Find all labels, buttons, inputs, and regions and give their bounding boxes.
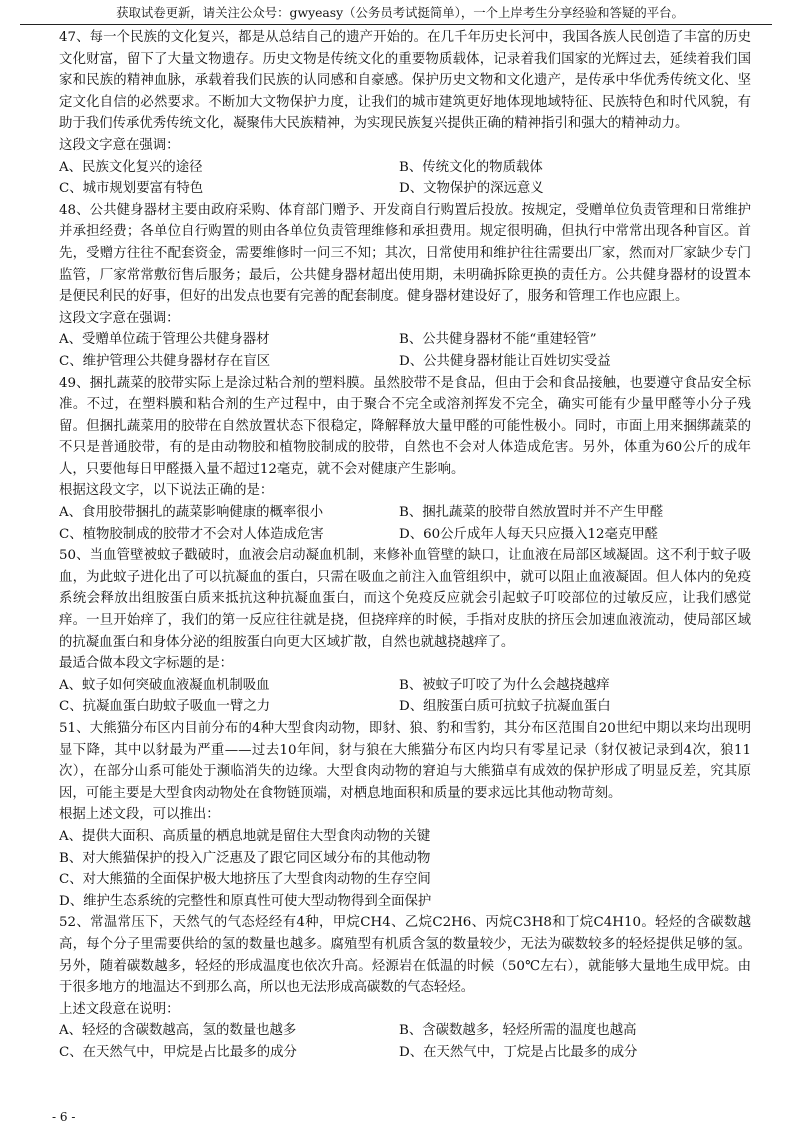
option-list <box>59 675 751 718</box>
question-stem: 50、当血管壁被蚊子戳破时，血液会启动凝血机制，来修补血管壁的缺口，让血液在局部区域凝固。这不利于蚊子吸血，为此蚊子进化出了可以抗凝血的蛋白，只需在吸血之前注入血管组织中，就可以阻止血液凝固。但人体内的免疫系统会释放出组胺蛋白质来抵抗这种抗凝血蛋白，而这个免疫反应就会引起蚊子叮咬部位的过敏反应，让我们感觉痒。一旦开始痒了，我们的第一反应往往就是挠，但挠痒痒的时候，手指对皮肤的挤压会加速血液流动，使局部区域的抗凝血蛋白和身体分泌的组胺蛋白向更大区域扩散，自然也就越挠越痒了。 <box>59 548 751 650</box>
option-list <box>59 502 751 545</box>
option-list <box>59 826 751 912</box>
question-52 <box>59 912 751 1063</box>
option-c[interactable]: C、植物胶制成的胶带才不会对人体造成危害 <box>59 526 324 542</box>
option-b[interactable]: B、捆扎蔬菜的胶带自然放置时并不产生甲醛 <box>399 505 664 521</box>
option-a[interactable]: A、蚊子如何突破血液凝血机制吸血 <box>59 677 270 693</box>
option-a[interactable]: A、民族文化复兴的途径 <box>59 159 203 175</box>
option-c[interactable]: C、对大熊猫的全面保护极大地挤压了大型食肉动物的生存空间 <box>59 872 431 888</box>
option-b[interactable]: B、被蚊子叮咬了为什么会越挠越痒 <box>399 677 610 693</box>
question-stem: 51、大熊猫分布区内目前分布的4种大型食肉动物，即豺、狼、豹和雪豹，其分布区范围自20世纪中期以来均出现明显下降，其中以豺最为严重——过去10年间，豺与狼在大熊猫分布区内均只有零星记录（豺仅被记录到4次，狼11次），在部分山系可能处于濒临消失的边缘。大型食肉动物的窘迫与大熊猫卓有成效的保护形成了明显反差，究其原因，可能主要是大型食肉动物处在食物链顶端，对栖息地面积和质量的要求远比其他动物苛刻。 <box>59 721 751 801</box>
question-49 <box>59 373 751 546</box>
page-number: - 6 - <box>52 1110 76 1124</box>
option-c[interactable]: C、维护管理公共健身器材存在盲区 <box>59 353 271 369</box>
question-50 <box>59 545 751 718</box>
question-prompt: 这段文字意在强调： <box>59 137 180 153</box>
option-b[interactable]: B、对大熊猫保护的投入广泛惠及了跟它同区域分布的其他动物 <box>59 850 431 866</box>
option-b[interactable]: B、传统文化的物质载体 <box>399 159 543 175</box>
question-prompt: 根据这段文字，以下说法正确的是： <box>59 483 274 499</box>
option-d[interactable]: D、60公斤成年人每天只应摄入12毫克甲醛 <box>399 526 659 542</box>
question-list <box>59 27 751 1064</box>
option-d[interactable]: D、维护生态系统的完整性和原真性可使大型动物得到全面保护 <box>59 893 432 909</box>
option-c[interactable]: C、在天然气中，甲烷是占比最多的成分 <box>59 1044 297 1060</box>
question-48 <box>59 200 751 373</box>
question-51 <box>59 718 751 912</box>
header-banner: 获取试卷更新，请关注公众号：gwyeasy（公务员考试挺简单），一个上岸考生分享经验和答疑的平台。 <box>116 5 684 20</box>
question-prompt: 根据上述文段，可以推出： <box>59 807 220 823</box>
header-divider <box>20 24 772 25</box>
option-d[interactable]: D、在天然气中，丁烷是占比最多的成分 <box>399 1044 638 1060</box>
question-stem: 49、捆扎蔬菜的胶带实际上是涂过粘合剂的塑料膜。虽然胶带不是食品，但由于会和食品接触，也要遵守食品安全标准。不过，在塑料膜和粘合剂的生产过程中，由于聚合不完全或溶剂挥发不完全，确实可能有少量甲醛等小分子残留。但捆扎蔬菜用的胶带在自然放置状态下很稳定，降解释放大量甲醛的可能性极小。同时，市面上用来捆绑蔬菜的不只是普通胶带，有的是由动物胶和植物胶制成的胶带，自然也不会对人体造成危害。另外，体重为60公斤的成年人，只要他每日甲醛摄入量不超过12毫克，就不会对健康产生影响。 <box>59 375 751 477</box>
option-d[interactable]: D、文物保护的深远意义 <box>399 181 544 197</box>
question-stem: 48、公共健身器材主要由政府采购、体育部门赠予、开发商自行购置后投放。按规定，受赠单位负责管理和日常维护并承担经费；各单位自行购置的则由各单位负责管理维修和承担费用。规定很明确，但执行中常常出现各种盲区。首先，受赠方往往不配套资金，需要维修时一问三不知；其次，日常使用和维护往往需要出厂家，然而对厂家缺少专门监管，厂家常常敷衍售后服务；最后，公共健身器材超出使用期，未明确拆除更换的责任方。公共健身器材的设置本是便民利民的好事，但好的出发点也要有完善的配套制度。健身器材建设好了，服务和管理工作也应跟上。 <box>59 202 751 305</box>
option-d[interactable]: D、公共健身器材能让百姓切实受益 <box>399 353 611 369</box>
option-b[interactable]: B、含碳数越多，轻烃所需的温度也越高 <box>399 1023 637 1039</box>
question-stem: 47、每一个民族的文化复兴，都是从总结自己的遗产开始的。在几千年历史长河中，我国各族人民创造了丰富的历史文化财富，留下了大量文物遗存。历史文物是传统文化的重要物质载体，记录着我们国家的光辉过去，延续着我们国家和民族的精神血脉，承载着我们民族的认同感和自豪感。保护历史文物和文化遗产，是传承中华优秀传统文化、坚定文化自信的必然要求。不断加大文物保护力度，让我们的城市建筑更好地体现地域特征、民族特色和时代风貌，有助于我们传承优秀传统文化，凝聚伟大民族精神，为实现民族复兴提供正确的精神指引和强大的精神动力。 <box>59 30 751 132</box>
question-prompt: 最适合做本段文字标题的是： <box>59 656 234 672</box>
option-list <box>59 329 751 372</box>
option-list <box>59 157 751 200</box>
option-d[interactable]: D、组胺蛋白质可抗蚊子抗凝血蛋白 <box>399 699 611 715</box>
option-a[interactable]: A、提供大面积、高质量的栖息地就是留住大型食肉动物的关键 <box>59 828 431 844</box>
option-c[interactable]: C、城市规划要富有特色 <box>59 181 204 197</box>
option-c[interactable]: C、抗凝血蛋白助蚊子吸血一臂之力 <box>59 699 271 715</box>
option-b[interactable]: B、公共健身器材不能“重建轻管” <box>399 332 597 348</box>
question-prompt: 上述文段意在说明： <box>59 1001 180 1017</box>
option-a[interactable]: A、轻烃的含碳数越高，氢的数量也越多 <box>59 1023 297 1039</box>
question-stem: 52、常温常压下，天然气的气态烃经有4种，甲烷CH4、乙烷C2H6、丙烷C3H8和丁烷C4H10。轻烃的含碳数越高，每个分子里需要供给的氢的数量也越多。腐殖型有机质含氢的数量较少，无法为碳数较多的轻烃提供足够的氢。另外，随着碳数越多，轻烃的形成温度也依次升高。烃源岩在低温的时候（50℃左右），就能够大量地生成甲烷。由于很多地方的地温达不到那么高，所以也无法形成高碳数的气态轻烃。 <box>59 915 751 996</box>
option-a[interactable]: A、受赠单位疏于管理公共健身器材 <box>59 332 270 348</box>
option-list <box>59 1020 751 1063</box>
question-prompt: 这段文字意在强调： <box>59 310 180 326</box>
question-47 <box>59 27 751 200</box>
option-a[interactable]: A、食用胶带捆扎的蔬菜影响健康的概率很小 <box>59 505 324 521</box>
